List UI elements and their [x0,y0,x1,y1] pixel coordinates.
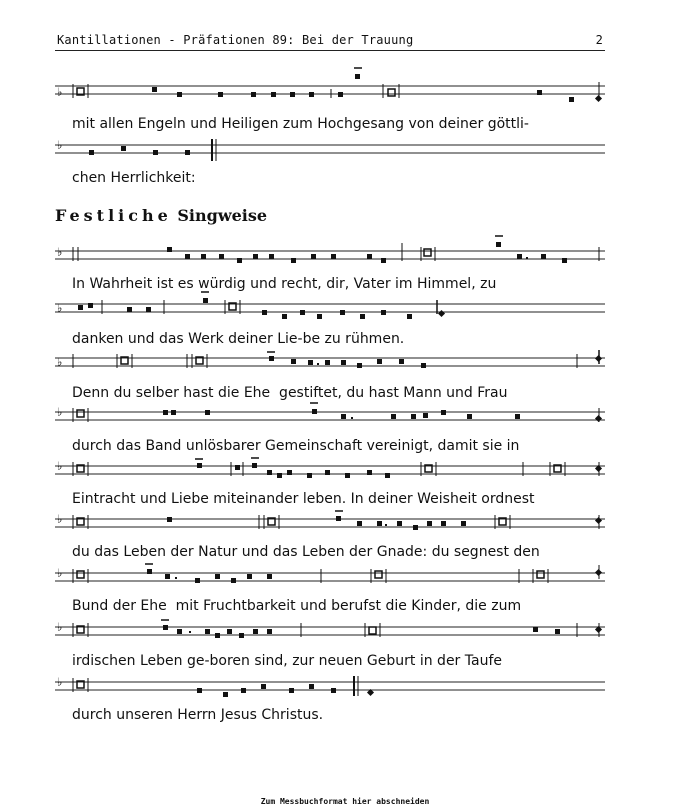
chant-staff-1 [55,82,605,106]
svg-text:♭: ♭ [56,675,64,689]
section-title-spaced: Festliche [55,206,172,225]
svg-text:♭: ♭ [56,245,64,259]
lyric-line-11: durch unseren Herrn Jesus Christus. [72,707,324,723]
running-header [55,33,605,49]
lyric-line-2: chen Herrlichkeit: [72,170,196,186]
svg-text:♭: ♭ [56,620,64,634]
chant-staff-5 [55,354,605,378]
svg-text:♭: ♭ [56,355,64,369]
lyric-line-1: mit allen Engeln und Heiligen zum Hochgesang von deiner göttli- [72,116,529,132]
chant-staff-8 [55,512,605,539]
chant-staff-11 [55,675,605,702]
chant-staff-7 [55,459,605,486]
lyric-line-5: Denn du selber hast die Ehe gestiftet, du hast Mann und Frau [72,385,508,401]
section-title [55,206,267,225]
chant-staff-9 [55,566,605,593]
chant-staff-3 [55,247,605,271]
header-rule [55,50,605,51]
cut-line-note: Zum Messbuchformat hier abschneiden [260,797,430,806]
flat-clef-icon: ♭ [56,85,64,99]
lyric-line-3: In Wahrheit ist es würdig und recht, dir, Vater im Himmel, zu [72,276,497,292]
header-title: Kantillationen - Präfationen 89: Bei der Trauung [57,33,414,47]
svg-text:♭: ♭ [56,512,64,526]
chant-staff-4 [55,300,605,324]
svg-text:♭: ♭ [56,301,64,315]
lyric-line-9: Bund der Ehe mit Fruchtbarkeit und berufst die Kinder, die zum [72,598,522,614]
chant-staff-2 [55,138,605,165]
page-number: 2 [595,33,603,47]
svg-text:♭: ♭ [56,566,64,580]
lyric-line-8: du das Leben der Natur und das Leben der Gnade: du segnest den [72,544,540,560]
lyric-line-6: durch das Band unlösbarer Gemeinschaft vereinigt, damit sie in [72,438,520,454]
svg-text:♭: ♭ [56,459,64,473]
chant-staff-6 [55,405,605,432]
lyric-line-10: irdischen Leben ge-boren sind, zur neuen Geburt in der Taufe [72,653,502,669]
svg-text:♭: ♭ [56,138,64,152]
chant-staff-10 [55,620,605,647]
lyric-line-7: Eintracht und Liebe miteinander leben. In deiner Weisheit ordnest [72,491,535,507]
lyric-line-4: danken und das Werk deiner Lie-be zu rühmen. [72,331,405,347]
section-title-rest: Singweise [177,206,268,225]
svg-text:♭: ♭ [56,405,64,419]
